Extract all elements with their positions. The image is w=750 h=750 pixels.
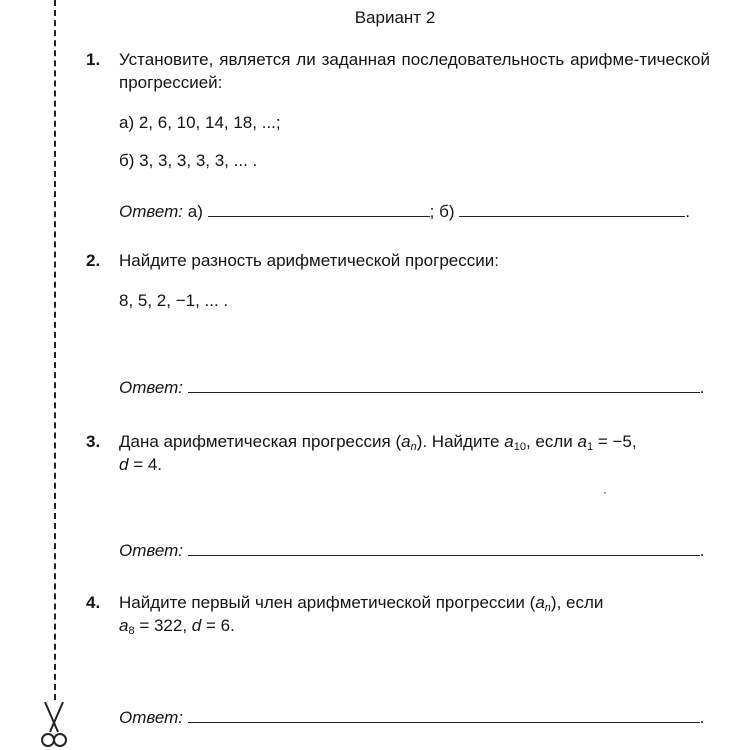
task-1-item-a: а) 2, 6, 10, 14, 18, ...; xyxy=(119,113,281,132)
answer-blank[interactable] xyxy=(188,708,700,723)
scissors-icon xyxy=(36,698,72,750)
answer-label: Ответ: xyxy=(119,708,184,727)
answer-blank-b[interactable] xyxy=(459,202,685,217)
answer-part-a: а) xyxy=(187,202,203,221)
answer-label: Ответ: xyxy=(119,541,184,560)
task-3 xyxy=(86,430,710,476)
answer-end: . xyxy=(685,202,690,221)
task-3-answer xyxy=(119,539,709,562)
task-text: Найдите разность арифметической прогрессии: xyxy=(119,251,499,270)
task-text: Установите, является ли заданная последовательность арифме-тической прогрессией: xyxy=(119,50,710,92)
print-speck xyxy=(604,492,606,494)
answer-blank-a[interactable] xyxy=(208,202,430,217)
answer-part-b: ; б) xyxy=(429,202,455,221)
task-4-answer xyxy=(119,706,709,729)
task-number: 1. xyxy=(86,50,101,69)
task-2 xyxy=(86,249,710,272)
variant-title: Вариант 2 xyxy=(354,8,436,27)
answer-blank[interactable] xyxy=(188,541,700,556)
task-1 xyxy=(86,48,710,94)
task-number: 4. xyxy=(86,593,101,612)
task-4 xyxy=(86,591,710,637)
answer-label: Ответ: xyxy=(119,202,184,221)
answer-end: . xyxy=(699,708,705,727)
task-number: 3. xyxy=(86,432,101,451)
answer-end: . xyxy=(699,541,705,560)
task-number: 2. xyxy=(86,251,101,270)
task-1-answer xyxy=(119,200,709,223)
answer-blank[interactable] xyxy=(188,378,700,393)
task-2-answer xyxy=(119,376,709,399)
task-text: Найдите первый член арифметической прогрессии $(a_n)$, если $a_8 = 322$, d = 6. xyxy=(119,593,604,637)
answer-label: Ответ: xyxy=(119,378,184,397)
task-1-item-b: б) 3, 3, 3, 3, 3, ... . xyxy=(119,151,258,170)
task-2-sequence: 8, 5, 2, −1, ... . xyxy=(119,291,229,310)
cut-line xyxy=(54,0,56,700)
answer-end: . xyxy=(699,378,705,397)
task-text: Дана арифметическая прогрессия $(a_n)$. Найдите $a_{10}$, если $a_1 = -5$, d = 4. xyxy=(119,432,637,474)
